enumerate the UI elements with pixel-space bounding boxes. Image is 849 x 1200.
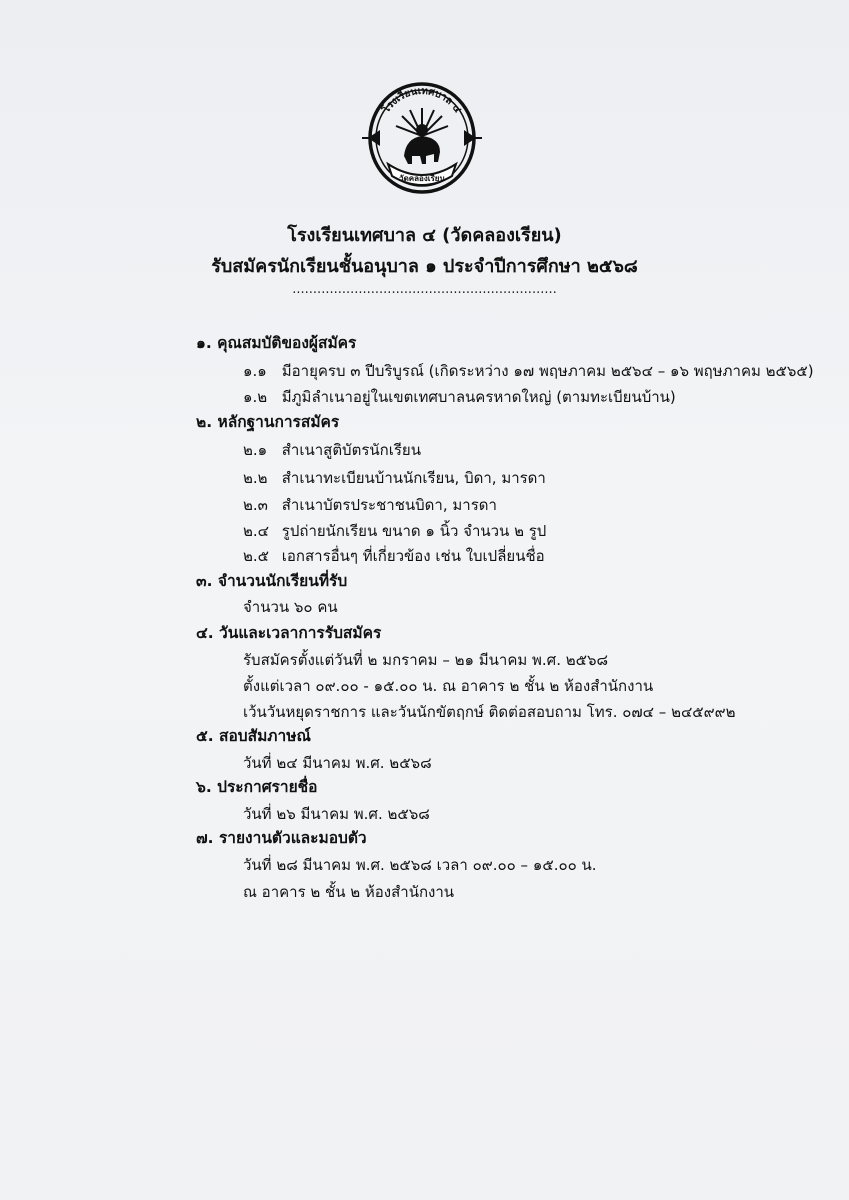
section-4-line: รับสมัครตั้งแต่วันที่ ๒ มกราคม – ๒๑ มีนาคม พ.ศ. ๒๕๖๘ (243, 651, 609, 669)
list-item (243, 437, 421, 463)
section-4-heading: ๔. วันและเวลาการรับสมัคร (196, 624, 382, 642)
section-5-text: วันที่ ๒๔ มีนาคม พ.ศ. ๒๕๖๘ (243, 754, 432, 772)
seal-bottom-text: วัดคลองเรียน (399, 174, 445, 183)
title-underline: ................................................................ (292, 282, 557, 297)
section-3-heading: ๓. จำนวนนักเรียนที่รับ (196, 572, 348, 590)
list-item (243, 543, 545, 569)
item-number: ๒.๔ (243, 522, 270, 540)
section-5-heading: ๕. สอบสัมภาษณ์ (196, 727, 311, 745)
list-item (243, 492, 497, 518)
item-text: เอกสารอื่นๆ ที่เกี่ยวข้อง เช่น ใบเปลี่ยนชื่อ (281, 547, 545, 565)
item-text: มีอายุครบ ๓ ปีบริบูรณ์ (เกิดระหว่าง ๑๗ พฤษภาคม ๒๕๖๔ – ๑๖ พฤษภาคม ๒๕๖๕) (281, 362, 814, 380)
item-text: รูปถ่ายนักเรียน ขนาด ๑ นิ้ว จำนวน ๒ รูป (281, 522, 547, 540)
section-1-heading: ๑. คุณสมบัติของผู้สมัคร (196, 334, 357, 352)
document-subtitle: รับสมัครนักเรียนชั้นอนุบาล ๑ ประจำปีการศึกษา ๒๕๖๘ (211, 256, 638, 277)
svg-text:โรงเรียนเทศบาล ๔ (379, 86, 464, 116)
list-item (243, 518, 546, 544)
school-emblem-icon (352, 78, 492, 198)
item-text: สำเนาสูติบัตรนักเรียน (281, 441, 421, 459)
list-item (243, 358, 814, 384)
item-number: ๒.๑ (243, 441, 268, 459)
item-number: ๒.๓ (243, 496, 268, 514)
item-text: มีภูมิลำเนาอยู่ในเขตเทศบาลนครหาดใหญ่ (ตามทะเบียนบ้าน) (281, 388, 676, 406)
list-item (243, 384, 676, 410)
section-4-line: เว้นวันหยุดราชการ และวันนักขัตฤกษ์ ติดต่อสอบถาม โทร. ๐๗๔ – ๒๔๕๙๙๒ (243, 703, 736, 721)
seal-top-text: โรงเรียนเทศบาล ๔ (380, 85, 464, 116)
section-7-heading: ๗. รายงานตัวและมอบตัว (196, 829, 367, 847)
item-text: สำเนาบัตรประชาชนบิดา, มารดา (281, 496, 497, 514)
item-number: ๒.๒ (243, 469, 268, 487)
document-title: โรงเรียนเทศบาล ๔ (วัดคลองเรียน) (287, 225, 562, 246)
item-text: สำเนาทะเบียนบ้านนักเรียน, บิดา, มารดา (281, 469, 546, 487)
list-item (243, 465, 546, 491)
section-4-line: ตั้งแต่เวลา ๐๙.๐๐ - ๑๕.๐๐ น. ณ อาคาร ๒ ชั้น ๒ ห้องสำนักงาน (243, 677, 654, 695)
item-number: ๒.๕ (243, 547, 270, 565)
section-6-text: วันที่ ๒๖ มีนาคม พ.ศ. ๒๕๖๘ (243, 805, 430, 823)
item-number: ๑.๑ (243, 362, 267, 380)
section-2-heading: ๒. หลักฐานการสมัคร (196, 413, 340, 431)
section-3-text: จำนวน ๖๐ คน (243, 598, 338, 616)
section-6-heading: ๖. ประกาศรายชื่อ (196, 778, 318, 796)
section-7-line: วันที่ ๒๘ มีนาคม พ.ศ. ๒๕๖๘ เวลา ๐๙.๐๐ – ๑๕.๐๐ น. (243, 856, 597, 874)
section-7-line: ณ อาคาร ๒ ชั้น ๒ ห้องสำนักงาน (243, 883, 455, 901)
item-number: ๑.๒ (243, 388, 268, 406)
